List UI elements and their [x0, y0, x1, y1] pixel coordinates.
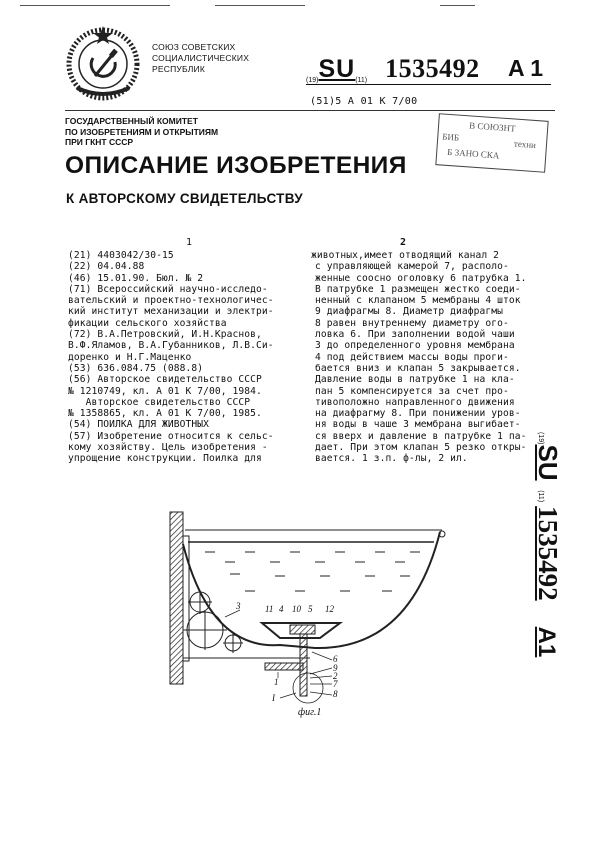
patent-number: 1535492	[533, 506, 563, 601]
country-name	[152, 42, 249, 75]
text-line: 8 равен внутреннему диаметру ого-	[315, 317, 509, 329]
country-code: SU	[533, 444, 563, 481]
text-line: (46) 15.01.90. Бюл. № 2	[68, 272, 204, 284]
text-line: на диафрагму 8. При понижении уров-	[315, 408, 521, 420]
country-line: СОЦИАЛИСТИЧЕСКИХ	[152, 53, 250, 63]
text-line: кий институт механизации и электри-	[68, 306, 274, 318]
country-line: СОЮЗ СОВЕТСКИХ	[152, 42, 236, 52]
text-line: 9 диафрагмы 8. Диаметр диафрагмы	[315, 306, 504, 318]
text-line: доренко и Н.Г.Маценко	[68, 351, 192, 363]
part-label: 4	[279, 604, 284, 614]
text-line: (54) ПОИЛКА ДЛЯ ЖИВОТНЫХ	[68, 419, 210, 431]
country-code: SU	[318, 55, 356, 83]
text-line: вательский и проектно-технологичес-	[68, 295, 274, 307]
column-number: 1	[186, 237, 193, 248]
text-line: (21) 4403042/30-15	[68, 250, 174, 261]
scan-edge-line	[440, 5, 475, 6]
inid-code-19: (19)	[306, 77, 319, 84]
wall-flange	[170, 512, 183, 684]
part-label: 5	[308, 604, 313, 614]
committee-line: ПО ИЗОБРЕТЕНИЯМ И ОТКРЫТИЯМ	[65, 126, 219, 137]
valve-5	[290, 625, 315, 634]
stamp-line: Б ЗАНО СКА	[446, 146, 500, 161]
bibliographic-column	[68, 250, 274, 465]
text-line: с управляющей камерой 7, располо-	[315, 261, 509, 273]
drinker-cross-section	[150, 500, 470, 740]
text-line: (71) Всероссийский научно-исследо-	[68, 283, 268, 295]
part-label: I	[272, 693, 275, 703]
divider	[65, 110, 555, 111]
kind-code: A1	[533, 626, 560, 658]
scan-edge-line	[20, 5, 170, 6]
text-line: 4 под действием массы воды проги-	[315, 351, 509, 363]
text-line: животных,имеет отводящий канал 2	[311, 250, 500, 261]
text-line: бается вниз и клапан 5 закрывается.	[315, 362, 521, 374]
country-line: РЕСПУБЛИК	[152, 64, 206, 74]
patent-number-block	[306, 54, 551, 85]
text-line: пан 5 компенсируется за счет про-	[315, 385, 509, 397]
side-patent-number	[533, 432, 578, 694]
text-line: (53) 636.084.75 (088.8)	[68, 362, 204, 374]
text-line: упрощение конструкции. Поилка для	[68, 453, 262, 465]
text-line: ловка 6. При заполнении водой чаши	[315, 329, 515, 341]
part-label: 3	[236, 601, 241, 611]
text-line: ня воды в чаше 3 мембрана выгибает-	[315, 419, 521, 431]
text-line: тивоположно направленного движения	[315, 396, 515, 408]
library-stamp	[435, 113, 548, 173]
text-line: ненный с клапаном 5 мембраны 4 шток	[315, 295, 521, 307]
text-line: женные соосно оголовку 6 патрубка 1.	[315, 272, 527, 284]
text-line: Авторское свидетельство СССР	[68, 396, 251, 408]
inid-code-11: (11)	[537, 490, 544, 503]
ussr-emblem-icon	[63, 22, 143, 102]
part-label: 6	[333, 654, 338, 664]
column-number: 2	[400, 237, 407, 248]
kind-code: A 1	[508, 55, 543, 81]
text-line: В.Ф.Яламов, В.А.Губанников, Л.В.Си-	[68, 340, 274, 352]
text-line: (57) Изобретение относится к сельс-	[68, 430, 274, 442]
part-label: 8	[333, 689, 338, 699]
part-label: 1	[274, 677, 279, 687]
patent-number: 1535492	[385, 54, 480, 83]
text-line: 3 до определенного уровня мембрана	[315, 340, 515, 352]
document-title: ОПИСАНИЕ ИЗОБРЕТЕНИЯ	[65, 152, 407, 179]
text-line: № 1210749, кл. A 01 K 7/00, 1984.	[68, 385, 262, 397]
document-subtitle: К АВТОРСКОМУ СВИДЕТЕЛЬСТВУ	[66, 191, 303, 206]
stamp-line: БИБ	[441, 131, 460, 143]
technical-drawing	[150, 500, 470, 740]
text-line: (72) В.А.Петровский, И.Н.Краснов,	[68, 329, 262, 341]
mounting-holes	[183, 590, 243, 653]
inid-code-19: (19)	[537, 432, 544, 445]
ipc-classification: (51)5 A 01 K 7/00	[310, 96, 418, 107]
pipe-1	[265, 663, 303, 670]
text-line: Давление воды в патрубке 1 на кла-	[315, 374, 515, 386]
committee-line: ГОСУДАРСТВЕННЫЙ КОМИТЕТ	[65, 116, 198, 126]
text-line: (22) 04.04.88	[68, 261, 145, 273]
text-line: В патрубке 1 размещен жестко соеди-	[315, 283, 521, 295]
text-line: ся вверх и давление в патрубке 1 па-	[315, 430, 527, 442]
inid-code-11: (11)	[355, 77, 368, 84]
text-line: фикации сельского хозяйства	[68, 317, 227, 329]
text-line: № 1358865, кл. A 01 K 7/00, 1985.	[68, 408, 262, 420]
abstract-column	[311, 250, 527, 465]
part-label: 10	[292, 604, 301, 614]
part-label: 12	[325, 604, 334, 614]
part-label: 2	[333, 671, 338, 681]
ussr-emblem	[63, 22, 143, 102]
figure-caption: фиг.1	[298, 707, 322, 718]
committee-line: ПРИ ГКНТ СССР	[65, 137, 134, 147]
text-line: дает. При этом клапан 5 резко откры-	[315, 442, 527, 454]
stamp-line: В СОЮЗНТ	[468, 120, 516, 134]
scan-edge-line	[215, 5, 305, 6]
committee-name	[65, 116, 218, 148]
part-label: 11	[265, 604, 274, 614]
text-line: кому хозяйству. Цель изобретения -	[68, 442, 268, 454]
text-line: (56) Авторское свидетельство СССР	[68, 374, 262, 386]
part-label: 7	[333, 679, 338, 689]
part-label: 9	[333, 663, 338, 673]
stamp-line: техни	[513, 138, 537, 151]
text-line: вается. 1 з.п. ф-лы, 2 ил.	[315, 453, 468, 465]
